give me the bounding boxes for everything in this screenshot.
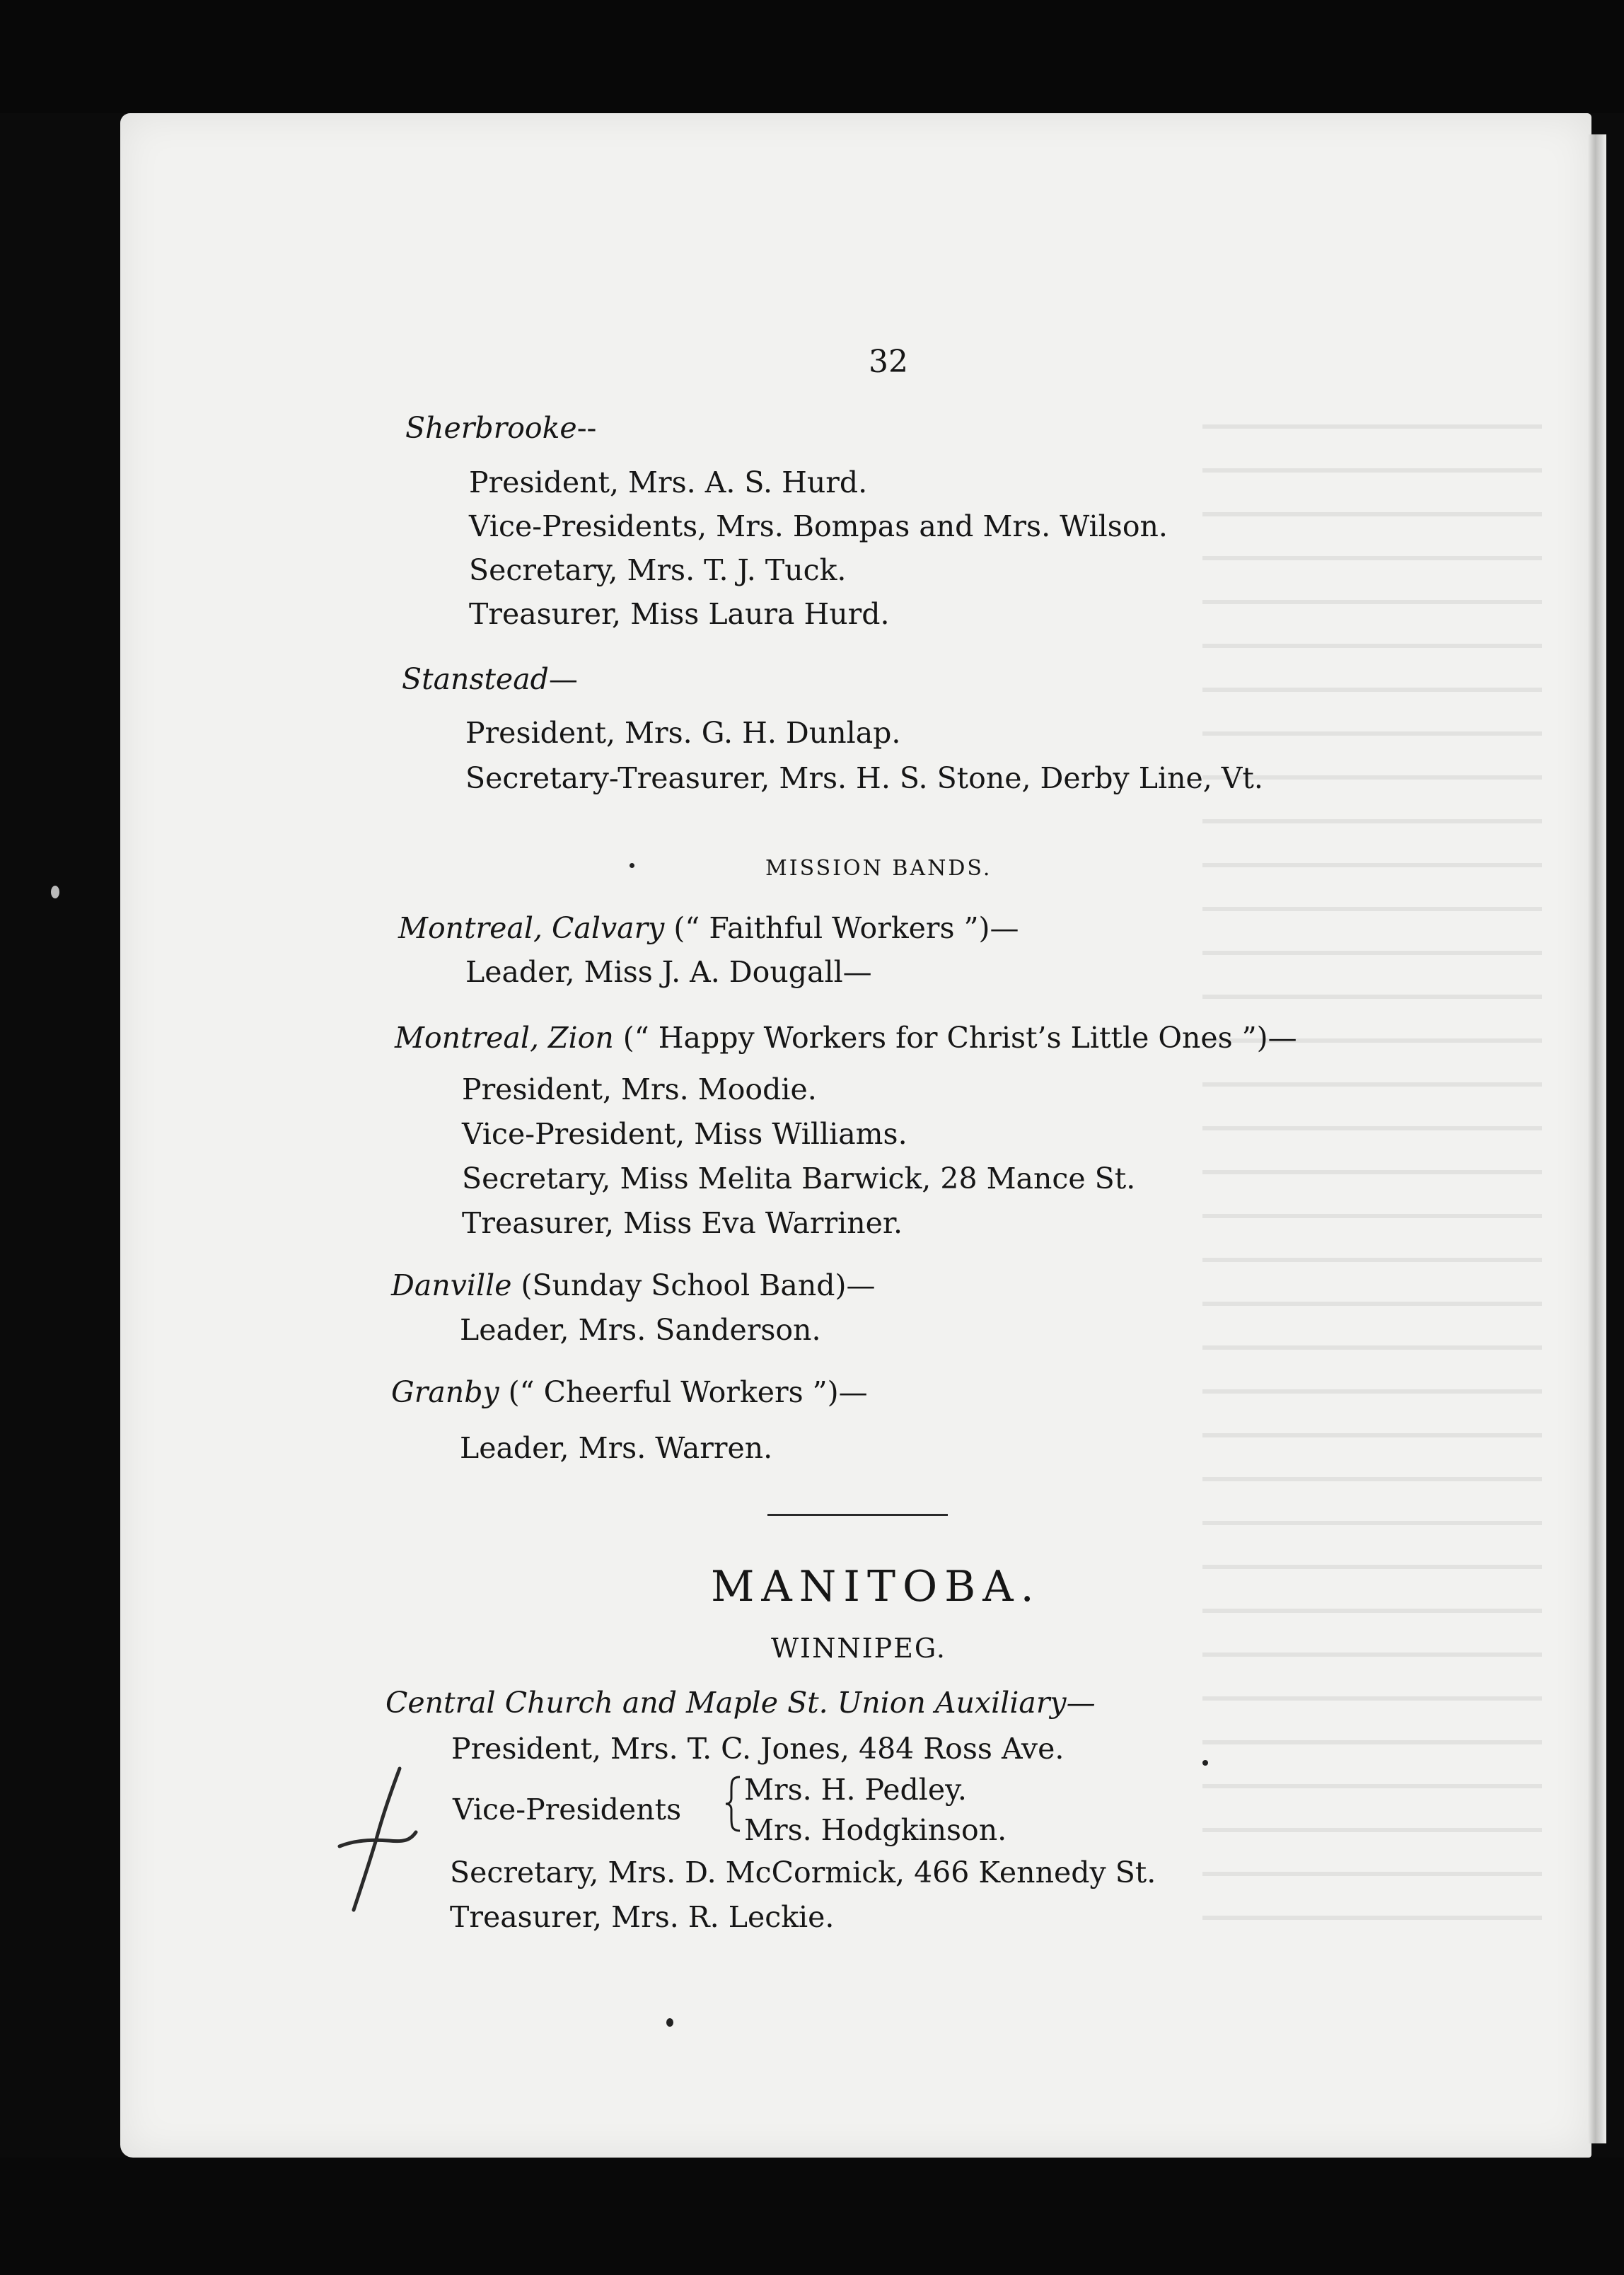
zion-heading xyxy=(395,1021,1297,1055)
officer-line: President, Mrs. Moodie. xyxy=(462,1072,817,1106)
calvary-heading xyxy=(398,911,1019,945)
brace-icon xyxy=(723,1776,743,1832)
band-name: (Sunday School Band)— xyxy=(511,1268,876,1302)
officer-line: Secretary, Mrs. T. J. Tuck. xyxy=(469,553,847,587)
place-name: Montreal, Calvary xyxy=(398,911,665,945)
ink-speck xyxy=(630,863,634,868)
winnipeg-heading: WINNIPEG. xyxy=(771,1633,946,1664)
page-number: 32 xyxy=(869,344,908,380)
manitoba-heading: MANITOBA. xyxy=(711,1562,1041,1611)
officer-line: Treasurer, Mrs. R. Leckie. xyxy=(450,1900,835,1934)
place-name: Sherbrooke xyxy=(405,411,577,445)
officer-line: Leader, Mrs. Sanderson. xyxy=(460,1313,821,1347)
dust-speck xyxy=(51,886,59,898)
officer-line: Secretary, Miss Melita Barwick, 28 Mance St. xyxy=(462,1162,1136,1196)
vice-presidents-label: Vice-Presidents xyxy=(453,1793,682,1827)
mission-bands-heading: MISSION BANDS. xyxy=(765,856,992,881)
officer-line: President, Mrs. A. S. Hurd. xyxy=(469,465,868,499)
officer-line: Treasurer, Miss Laura Hurd. xyxy=(469,597,890,631)
granby-heading xyxy=(391,1375,868,1409)
officer-line: President, Mrs. G. H. Dunlap. xyxy=(465,716,901,750)
heading-dash: -- xyxy=(576,411,597,445)
sherbrooke-heading xyxy=(405,411,597,445)
pencil-mark-icon xyxy=(332,1761,431,1917)
officer-line: President, Mrs. T. C. Jones, 484 Ross Ave. xyxy=(451,1732,1065,1766)
officer-line: Treasurer, Miss Eva Warriner. xyxy=(462,1206,903,1240)
officer-line: Leader, Miss J. A. Dougall— xyxy=(465,955,872,989)
officer-line: Leader, Mrs. Warren. xyxy=(460,1431,773,1465)
section-divider xyxy=(767,1514,948,1516)
place-name: Montreal, Zion xyxy=(395,1021,614,1055)
place-name: Danville xyxy=(391,1268,512,1302)
danville-heading xyxy=(391,1268,876,1302)
vice-president-name: Mrs. H. Pedley. xyxy=(744,1773,967,1807)
heading-dash: — xyxy=(548,662,578,696)
officer-line: Secretary, Mrs. D. McCormick, 466 Kennedy St. xyxy=(450,1856,1156,1889)
band-name: (“ Cheerful Workers ”)— xyxy=(499,1375,868,1409)
band-name: (“ Faithful Workers ”)— xyxy=(664,911,1019,945)
vice-president-name: Mrs. Hodgkinson. xyxy=(744,1813,1007,1847)
band-name: (“ Happy Workers for Christ’s Little Ones ”)— xyxy=(613,1021,1297,1055)
place-name: Stanstead xyxy=(402,662,549,696)
officer-line: Vice-Presidents, Mrs. Bompas and Mrs. Wilson. xyxy=(469,509,1168,543)
auxiliary-heading: Central Church and Maple St. Union Auxiliary— xyxy=(385,1686,1096,1720)
ink-speck xyxy=(666,2018,673,2027)
ink-speck xyxy=(1202,1760,1208,1766)
officer-line: Secretary-Treasurer, Mrs. H. S. Stone, Derby Line, Vt. xyxy=(465,761,1263,795)
place-name: Granby xyxy=(391,1375,499,1409)
stanstead-heading xyxy=(402,662,578,696)
officer-line: Vice-President, Miss Williams. xyxy=(462,1117,907,1151)
